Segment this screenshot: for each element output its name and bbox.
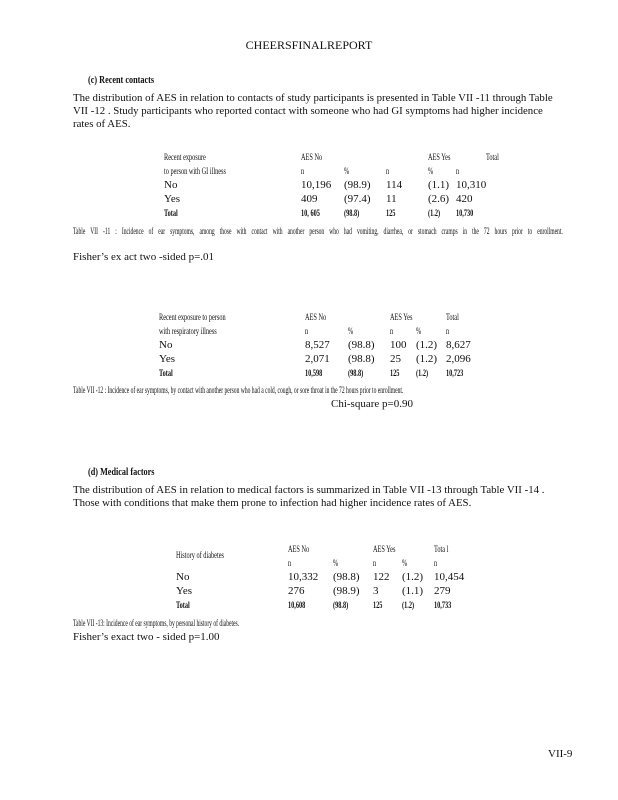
row-label: Yes bbox=[164, 193, 181, 205]
subheader: % bbox=[428, 166, 434, 176]
row-label: Total bbox=[159, 368, 173, 378]
subheader: n bbox=[390, 326, 394, 336]
cell: (98.8) bbox=[333, 600, 349, 610]
cell: 10,454 bbox=[434, 571, 465, 583]
table-subheader-row bbox=[164, 164, 505, 178]
row-label: Yes bbox=[176, 585, 193, 597]
row-label: No bbox=[159, 339, 173, 351]
cell: (97.4) bbox=[344, 193, 371, 205]
table-caption: Table VII -11 : Incidence of ear symptoms, among those with contact with another person who had vomiting, diarrhea, or stomach cramps in the 72 hours prior to enrollment. bbox=[73, 226, 563, 236]
table-row bbox=[164, 192, 505, 206]
subheader: % bbox=[333, 558, 339, 568]
group-header: Total bbox=[486, 152, 500, 162]
cell: (98.8) bbox=[348, 339, 375, 351]
table-header-row bbox=[164, 150, 505, 164]
statistical-test: Fisher’s ex act two -sided p=.01 bbox=[73, 251, 215, 263]
table-header-row bbox=[176, 542, 464, 556]
cell: 276 bbox=[288, 585, 305, 597]
cell: 25 bbox=[390, 353, 401, 365]
table-caption: Table VII -12 : Incidence of ear symptoms, by contact with another person who had a cold, cough, or sore throat in the 72 hours prior to enrollment. bbox=[73, 385, 404, 395]
group-header: AES Yes bbox=[390, 312, 413, 322]
cell: 125 bbox=[386, 208, 396, 218]
cell: 100 bbox=[390, 339, 407, 351]
subheader: % bbox=[348, 326, 354, 336]
table-total-row bbox=[176, 598, 464, 612]
cell: 279 bbox=[434, 585, 451, 597]
cell: (98.8) bbox=[333, 571, 360, 583]
cell: 10,332 bbox=[288, 571, 319, 583]
table-row bbox=[159, 352, 471, 366]
group-header: AES Yes bbox=[428, 152, 451, 162]
table-subheader-row bbox=[159, 324, 471, 338]
cell: 10,608 bbox=[288, 600, 306, 610]
cell: (2.6) bbox=[428, 193, 450, 205]
cell: 10,310 bbox=[456, 179, 487, 191]
cell: (98.9) bbox=[333, 585, 360, 597]
group-header: AES No bbox=[301, 152, 323, 162]
row-label: Total bbox=[176, 600, 190, 610]
table-caption: Table VII -13: Incidence of ear symptoms, by personal history of diabetes. bbox=[73, 618, 240, 628]
table-vii-12 bbox=[159, 310, 471, 380]
table-total-row bbox=[159, 366, 471, 380]
cell: 114 bbox=[386, 179, 403, 191]
subheader: % bbox=[344, 166, 350, 176]
row-label: No bbox=[176, 571, 190, 583]
cell: (98.8) bbox=[348, 368, 364, 378]
cell: 11 bbox=[386, 193, 397, 205]
row-header-line: Recent exposure bbox=[164, 152, 206, 162]
cell: (98.9) bbox=[344, 179, 371, 191]
cell: (1.2) bbox=[416, 368, 429, 378]
row-header-line: to person with GI illness bbox=[164, 166, 226, 176]
group-header: AES No bbox=[305, 312, 327, 322]
cell: 10,598 bbox=[305, 368, 323, 378]
cell: (1.2) bbox=[416, 353, 438, 365]
table-row bbox=[176, 584, 464, 598]
subheader: n bbox=[446, 326, 450, 336]
page-number: VII-9 bbox=[548, 748, 573, 760]
row-header-line: History of diabetes bbox=[176, 550, 224, 560]
table-row bbox=[159, 338, 471, 352]
cell: 125 bbox=[390, 368, 400, 378]
subheader: n bbox=[288, 558, 292, 568]
cell: 10,723 bbox=[446, 368, 464, 378]
subheader: n bbox=[386, 166, 390, 176]
cell: (1.1) bbox=[402, 585, 424, 597]
table-vii-13 bbox=[176, 542, 464, 612]
subheader: n bbox=[301, 166, 305, 176]
row-label: Yes bbox=[159, 353, 176, 365]
cell: 10,730 bbox=[456, 208, 474, 218]
cell: 125 bbox=[373, 600, 383, 610]
section-heading-recent-contacts: (c) Recent contacts bbox=[88, 75, 155, 86]
cell: (98.8) bbox=[344, 208, 360, 218]
section-paragraph-medical-factors: The distribution of AES in relation to medical factors is summarized in Table VII -13 through Table VII -14 . Those with conditions that make them prone to infection had higher incidence rates of AES. bbox=[73, 484, 545, 509]
section-paragraph-recent-contacts: The distribution of AES in relation to contacts of study participants is presented in Table VII -11 through Table VII -12 . Study participants who reported contact with someone who had GI symptoms had higher incidence rates of AES. bbox=[73, 92, 553, 130]
cell: 10,733 bbox=[434, 600, 452, 610]
cell: 10, 605 bbox=[301, 208, 320, 218]
cell: 10,196 bbox=[301, 179, 332, 191]
subheader: % bbox=[416, 326, 422, 336]
table-row bbox=[164, 178, 505, 192]
subheader: n bbox=[373, 558, 377, 568]
subheader: n bbox=[456, 166, 460, 176]
group-header: Total bbox=[446, 312, 459, 322]
cell: 420 bbox=[456, 193, 473, 205]
cell: 8,627 bbox=[446, 339, 471, 351]
cell: 3 bbox=[373, 585, 379, 597]
group-header: Tota l bbox=[434, 544, 449, 554]
table-total-row bbox=[164, 206, 505, 220]
row-header-line: with respiratory illness bbox=[159, 326, 217, 336]
cell: 409 bbox=[301, 193, 318, 205]
cell: 2,071 bbox=[305, 353, 330, 365]
cell: (1.2) bbox=[428, 208, 441, 218]
cell: (1.1) bbox=[428, 179, 450, 191]
group-header: AES Yes bbox=[373, 544, 396, 554]
table-row bbox=[176, 570, 464, 584]
cell: (1.2) bbox=[416, 339, 438, 351]
cell: (98.8) bbox=[348, 353, 375, 365]
statistical-test: Fisher’s exact two - sided p=1.00 bbox=[73, 631, 220, 643]
cell: (1.2) bbox=[402, 600, 415, 610]
table-vii-11 bbox=[164, 150, 505, 220]
group-header: AES No bbox=[288, 544, 310, 554]
cell: 2,096 bbox=[446, 353, 471, 365]
cell: 122 bbox=[373, 571, 390, 583]
table-header-row bbox=[159, 310, 471, 324]
row-label: Total bbox=[164, 208, 178, 218]
row-label: No bbox=[164, 179, 178, 191]
subheader: n bbox=[434, 558, 438, 568]
section-heading-medical-factors: (d) Medical factors bbox=[88, 467, 155, 478]
subheader: n bbox=[305, 326, 309, 336]
cell: 8,527 bbox=[305, 339, 330, 351]
cell: (1.2) bbox=[402, 571, 424, 583]
statistical-test: Chi-square p=0.90 bbox=[331, 398, 413, 410]
subheader: % bbox=[402, 558, 408, 568]
report-header: CHEERSFINALREPORT bbox=[245, 38, 373, 52]
row-header-line: Recent exposure to person bbox=[159, 312, 226, 322]
